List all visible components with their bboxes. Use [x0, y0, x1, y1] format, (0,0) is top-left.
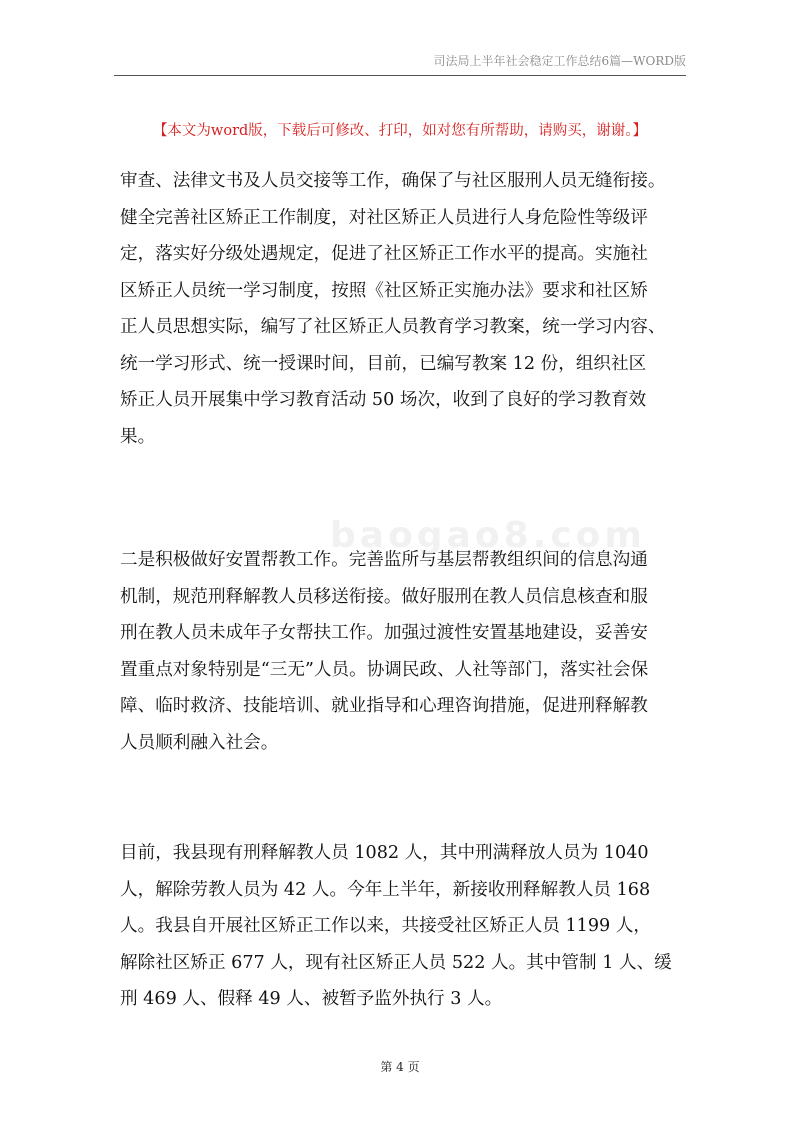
- watermark: baogao8.com: [330, 515, 646, 556]
- document-header-title: 司法局上半年社会稳定工作总结6篇—WORD版: [433, 54, 686, 68]
- paragraph-line: 刑 469 人、假释 49 人、被暂予监外执行 3 人。: [120, 989, 503, 1009]
- paragraph-line: 统一学习形式、统一授课时间，目前，已编写教案 12 份，组织社区: [120, 353, 647, 374]
- header-divider: [114, 75, 686, 76]
- paragraph-line: 矫正人员开展集中学习教育活动 50 场次，收到了良好的学习教育效: [120, 390, 647, 410]
- purchase-notice: 【本文为word版，下载后可修改、打印，如对您有所帮助，请购买，谢谢。】: [152, 123, 648, 139]
- paragraph-line: 机制，规范刑释解教人员移送衔接。做好服刑在教人员信息核查和服: [120, 586, 648, 607]
- paragraph-line: 二是积极做好安置帮教工作。完善监所与基层帮教组织间的信息沟通: [120, 550, 648, 570]
- paragraph-1: [120, 163, 692, 455]
- paragraph-line: 解除社区矫正 677 人，现有社区矫正人员 522 人。其中管制 1 人、缓: [120, 952, 672, 973]
- paragraph-line: 障、临时救济、技能培训、就业指导和心理咨询措施，促进刑释解教: [120, 696, 648, 716]
- paragraph-line: 定，落实好分级处遇规定，促进了社区矫正工作水平的提高。实施社: [120, 244, 648, 264]
- paragraph-line: 健全完善社区矫正工作制度，对社区矫正人员进行人身危险性等级评: [120, 207, 648, 228]
- paragraph-line: 审查、法律文书及人员交接等工作，确保了与社区服刑人员无缝衔接。: [120, 171, 666, 191]
- paragraph-line: 果。: [120, 426, 156, 447]
- paragraph-3: [120, 835, 692, 1018]
- paragraph-line: 正人员思想实际，编写了社区矫正人员教育学习教案，统一学习内容、: [120, 317, 666, 337]
- paragraph-line: 目前，我县现有刑释解教人员 1082 人，其中刑满释放人员为 1040: [120, 843, 649, 863]
- paragraph-line: 人。我县自开展社区矫正工作以来，共接受社区矫正人员 1199 人，: [120, 916, 651, 936]
- paragraph-2: [120, 542, 692, 761]
- paragraph-line: 人，解除劳教人员为 42 人。今年上半年，新接收刑释解教人员 168: [120, 879, 651, 900]
- paragraph-line: 人员顺利融入社会。: [120, 732, 279, 753]
- paragraph-line: 刑在教人员未成年子女帮扶工作。加强过渡性安置基地建设，妥善安: [120, 623, 648, 643]
- page-number: 第 4 页: [380, 1060, 420, 1074]
- paragraph-line: 置重点对象特别是“三无”人员。协调民政、人社等部门，落实社会保: [120, 659, 649, 680]
- paragraph-line: 区矫正人员统一学习制度，按照《社区矫正实施办法》要求和社区矫: [120, 280, 648, 301]
